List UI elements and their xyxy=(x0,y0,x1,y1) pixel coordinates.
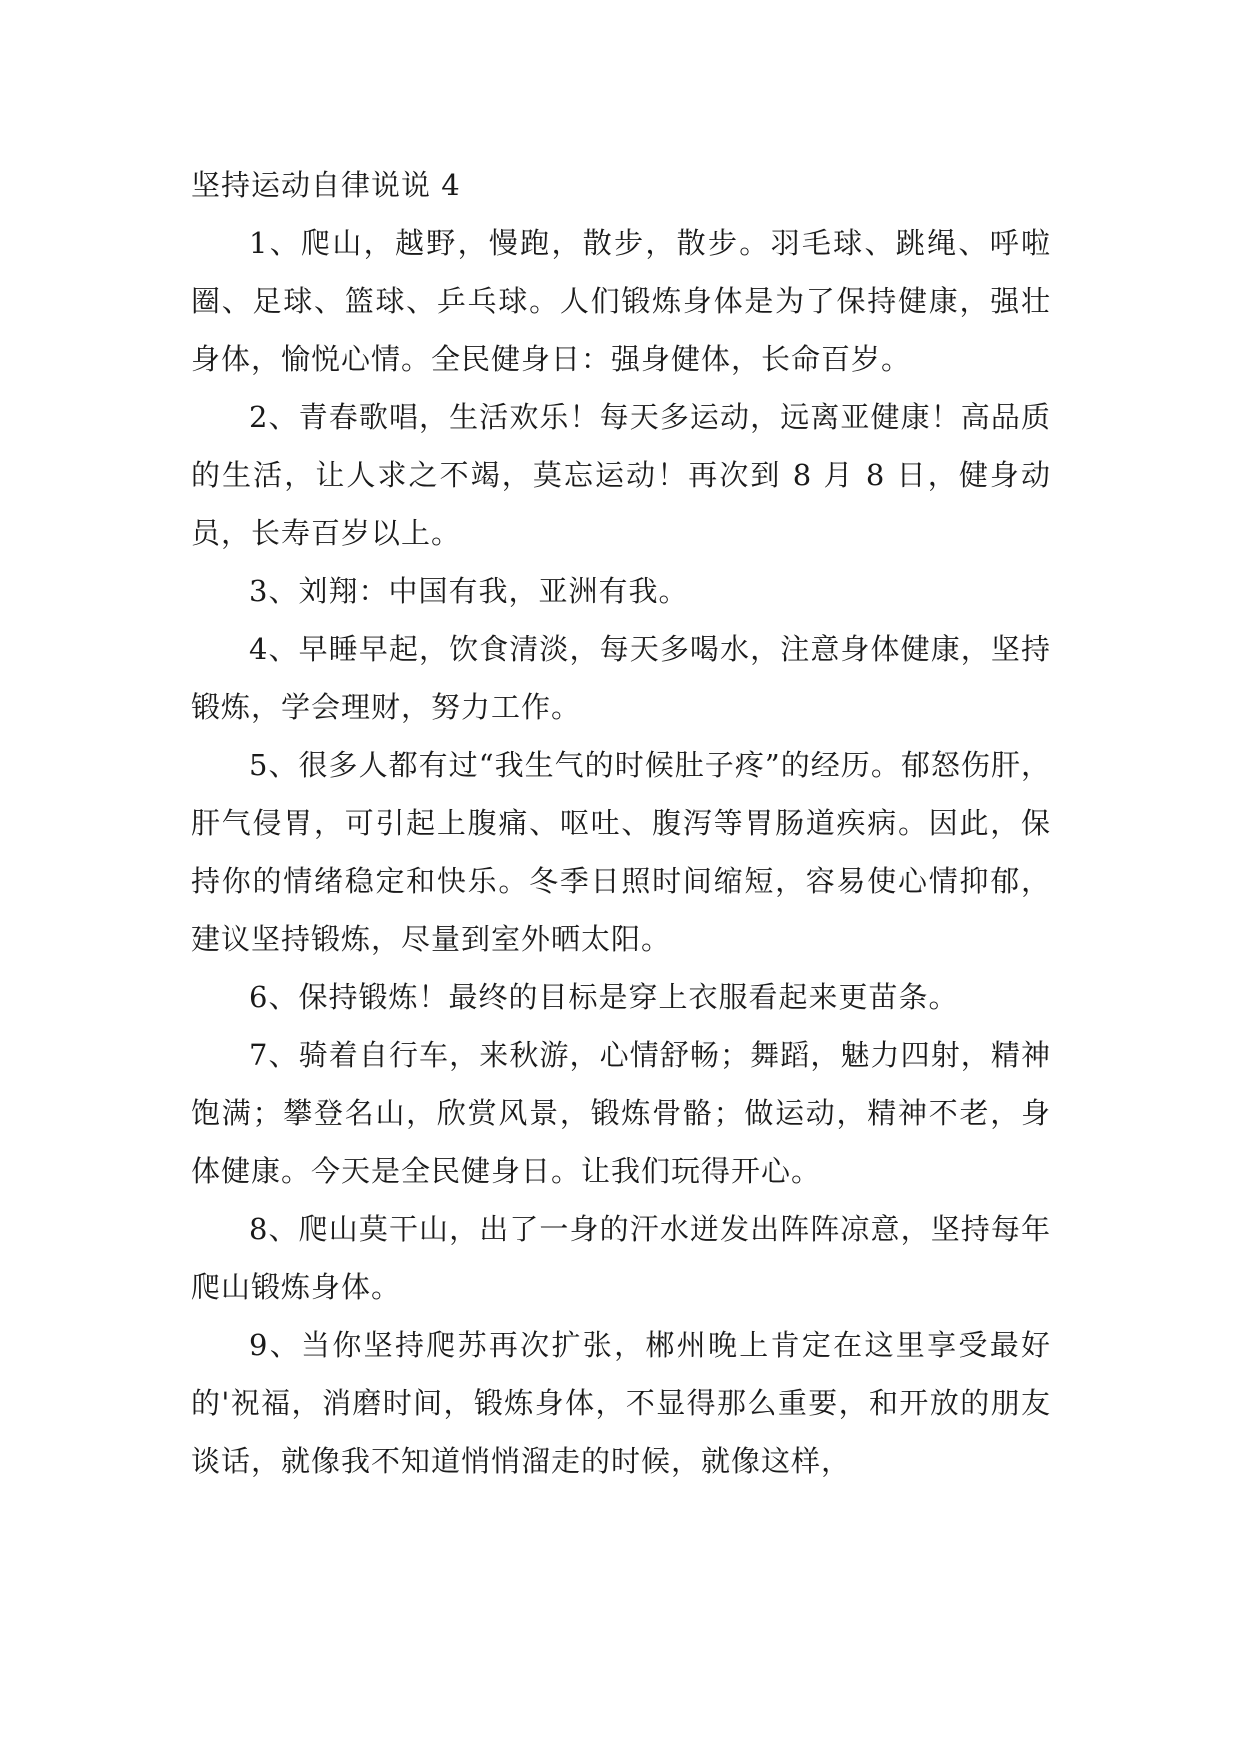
paragraph-2: 2、青春歌唱，生活欢乐！每天多运动，远离亚健康！高品质的生活，让人求之不竭，莫忘运动！再次到 8 月 8 日，健身动员，长寿百岁以上。 xyxy=(191,400,1051,550)
paragraph-7: 7、骑着自行车，来秋游，心情舒畅；舞蹈，魅力四射，精神饱满；攀登名山，欣赏风景，锻炼骨骼；做运动，精神不老，身体健康。今天是全民健身日。让我们玩得开心。 xyxy=(191,1038,1051,1188)
paragraph-5: 5、很多人都有过“我生气的时候肚子疼”的经历。郁怒伤肝，肝气侵胃，可引起上腹痛、呕吐、腹泻等胃肠道疾病。因此，保持你的情绪稳定和快乐。冬季日照时间缩短，容易使心情抑郁，建议坚持锻炼，尽量到室外晒太阳。 xyxy=(191,748,1051,956)
paragraph-9: 9、当你坚持爬苏再次扩张，郴州晚上肯定在这里享受最好的'祝福，消磨时间，锻炼身体，不显得那么重要，和开放的朋友谈话，就像我不知道悄悄溜走的时候，就像这样， xyxy=(191,1328,1051,1478)
document-title: 坚持运动自律说说 4 xyxy=(191,168,461,202)
document-body xyxy=(191,156,1051,1490)
paragraph-3: 3、刘翔：中国有我，亚洲有我。 xyxy=(249,574,689,608)
paragraph-4: 4、早睡早起，饮食清淡，每天多喝水，注意身体健康，坚持锻炼，学会理财，努力工作。 xyxy=(191,632,1051,724)
paragraph-6: 6、保持锻炼！最终的目标是穿上衣服看起来更苗条。 xyxy=(249,980,959,1014)
paragraph-1: 1、爬山，越野，慢跑，散步，散步。羽毛球、跳绳、呼啦圈、足球、篮球、乒乓球。人们锻炼身体是为了保持健康，强壮身体，愉悦心情。全民健身日：强身健体，长命百岁。 xyxy=(191,226,1051,376)
paragraph-8: 8、爬山莫干山，出了一身的汗水迸发出阵阵凉意，坚持每年爬山锻炼身体。 xyxy=(191,1212,1051,1304)
